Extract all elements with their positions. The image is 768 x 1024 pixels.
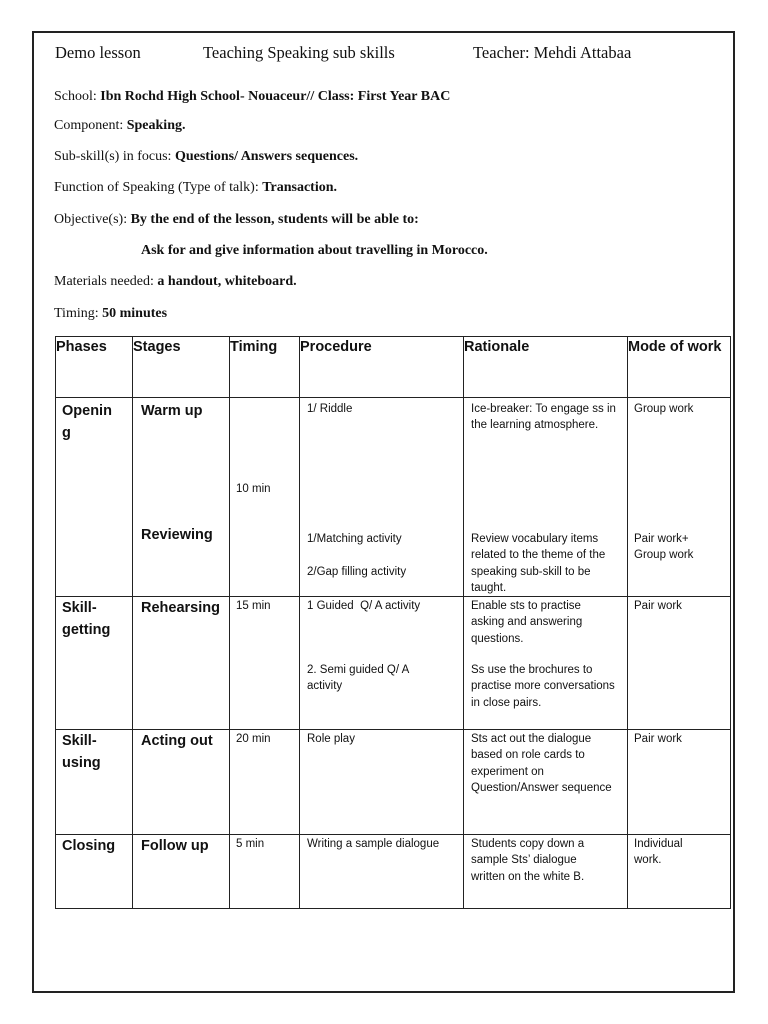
stage-acting-out: Acting out xyxy=(141,733,213,749)
opening-procedure-cell xyxy=(300,398,464,597)
objective-line xyxy=(54,212,419,228)
table-row xyxy=(56,835,731,909)
procedure-guided: 1 Guided Q/ A activity xyxy=(307,600,421,612)
materials-line xyxy=(54,274,297,290)
opening-timing: 10 min xyxy=(236,483,271,495)
closing-phase-cell xyxy=(56,835,133,909)
header-stages: Stages xyxy=(133,337,230,398)
table-row xyxy=(56,597,731,730)
table-row xyxy=(56,730,731,835)
demo-lesson-label: Demo lesson xyxy=(55,43,141,62)
opening-phase-cell xyxy=(56,398,133,597)
procedure-semi-guided: 2. Semi guided Q/ A activity xyxy=(307,664,412,693)
mode-individual-work: Individual work. xyxy=(634,838,683,867)
closing-procedure-cell xyxy=(300,835,464,909)
using-stage-cell xyxy=(133,730,230,835)
rationale-review: Review vocabulary items related to the theme of the speaking sub-skill to be taught. xyxy=(471,533,606,594)
procedure-writing-dialogue: Writing a sample dialogue xyxy=(307,838,440,850)
procedure-matching: 1/Matching activity xyxy=(307,533,402,545)
table-header-row xyxy=(56,337,731,398)
using-rationale-cell xyxy=(464,730,628,835)
lesson-title: Teaching Speaking sub skills xyxy=(203,43,395,62)
header-rationale: Rationale xyxy=(464,337,628,398)
rationale-copy-down: Students copy down a sample Sts’ dialogue written on the white B. xyxy=(471,838,585,883)
school-line xyxy=(54,89,450,105)
closing-phase: Closing xyxy=(62,838,116,854)
objective-detail-text: Ask for and give information about travelling in Morocco. xyxy=(141,243,488,258)
function-line xyxy=(54,180,337,196)
subskill-label: Sub-skill(s) in focus: xyxy=(54,149,172,164)
getting-phase: Skill-getting xyxy=(62,600,111,638)
materials-label: Materials needed: xyxy=(54,274,154,289)
opening-phase: Openin g xyxy=(62,403,112,441)
timing-label: Timing: xyxy=(54,306,99,321)
function-label: Function of Speaking (Type of talk): xyxy=(54,180,259,195)
stage-follow-up: Follow up xyxy=(141,838,209,854)
stage-reviewing: Reviewing xyxy=(141,527,213,543)
opening-rationale-cell xyxy=(464,398,628,597)
opening-timing-cell xyxy=(230,398,300,597)
objective-label: Objective(s): xyxy=(54,212,128,227)
materials-value: a handout, whiteboard. xyxy=(157,274,297,289)
header-phases: Phases xyxy=(56,337,133,398)
using-phase-cell xyxy=(56,730,133,835)
rationale-act-out: Sts act out the dialogue based on role cards to experiment on Question/Answer sequence xyxy=(471,733,612,794)
timing-line xyxy=(54,306,167,322)
stage-warm-up: Warm up xyxy=(141,403,203,419)
subskill-line xyxy=(54,149,358,165)
closing-timing-cell xyxy=(230,835,300,909)
closing-timing: 5 min xyxy=(236,838,265,850)
mode-pair-work: Pair work xyxy=(634,600,682,612)
getting-timing-cell xyxy=(230,597,300,730)
procedure-role-play: Role play xyxy=(307,733,355,745)
objective-value: By the end of the lesson, students will be able to: xyxy=(130,212,419,227)
getting-procedure-cell xyxy=(300,597,464,730)
function-value: Transaction. xyxy=(262,180,338,195)
school-value: Ibn Rochd High School- Nouaceur// Class: First Year BAC xyxy=(100,89,451,104)
getting-phase-cell xyxy=(56,597,133,730)
opening-mode-cell xyxy=(628,398,731,597)
rationale-brochures: Ss use the brochures to practise more conversations in close pairs. xyxy=(471,664,615,709)
table-row xyxy=(56,398,731,597)
getting-rationale-cell xyxy=(464,597,628,730)
mode-group-work: Group work xyxy=(634,403,694,415)
objective-detail xyxy=(141,243,488,259)
getting-stage-cell xyxy=(133,597,230,730)
mode-pair-work-2: Pair work xyxy=(634,733,682,745)
timing-value: 50 minutes xyxy=(102,306,168,321)
rationale-icebreaker: Ice-breaker: To engage ss in the learning atmosphere. xyxy=(471,403,616,432)
using-phase: Skill-using xyxy=(62,733,101,771)
component-value: Speaking. xyxy=(126,118,186,133)
stage-rehearsing: Rehearsing xyxy=(141,600,220,616)
component-label: Component: xyxy=(54,118,124,133)
component-line xyxy=(54,118,185,134)
using-timing: 20 min xyxy=(236,733,271,745)
procedure-gap-filling: 2/Gap filling activity xyxy=(307,566,407,578)
header-timing: Timing xyxy=(230,337,300,398)
closing-rationale-cell xyxy=(464,835,628,909)
rationale-enable: Enable sts to practise asking and answering questions. xyxy=(471,600,583,645)
getting-timing: 15 min xyxy=(236,600,271,612)
school-label: School: xyxy=(54,89,97,104)
using-mode-cell xyxy=(628,730,731,835)
opening-stage-cell xyxy=(133,398,230,597)
procedure-riddle: 1/ Riddle xyxy=(307,403,353,415)
using-procedure-cell xyxy=(300,730,464,835)
header-mode: Mode of work xyxy=(628,337,731,398)
lesson-plan-table xyxy=(55,336,731,909)
mode-pair-group-work: Pair work+ Group work xyxy=(634,533,694,562)
closing-stage-cell xyxy=(133,835,230,909)
teacher-name: Teacher: Mehdi Attabaa xyxy=(473,43,632,62)
header-procedure: Procedure xyxy=(300,337,464,398)
getting-mode-cell xyxy=(628,597,731,730)
closing-mode-cell xyxy=(628,835,731,909)
subskill-value: Questions/ Answers sequences. xyxy=(174,149,359,164)
using-timing-cell xyxy=(230,730,300,835)
